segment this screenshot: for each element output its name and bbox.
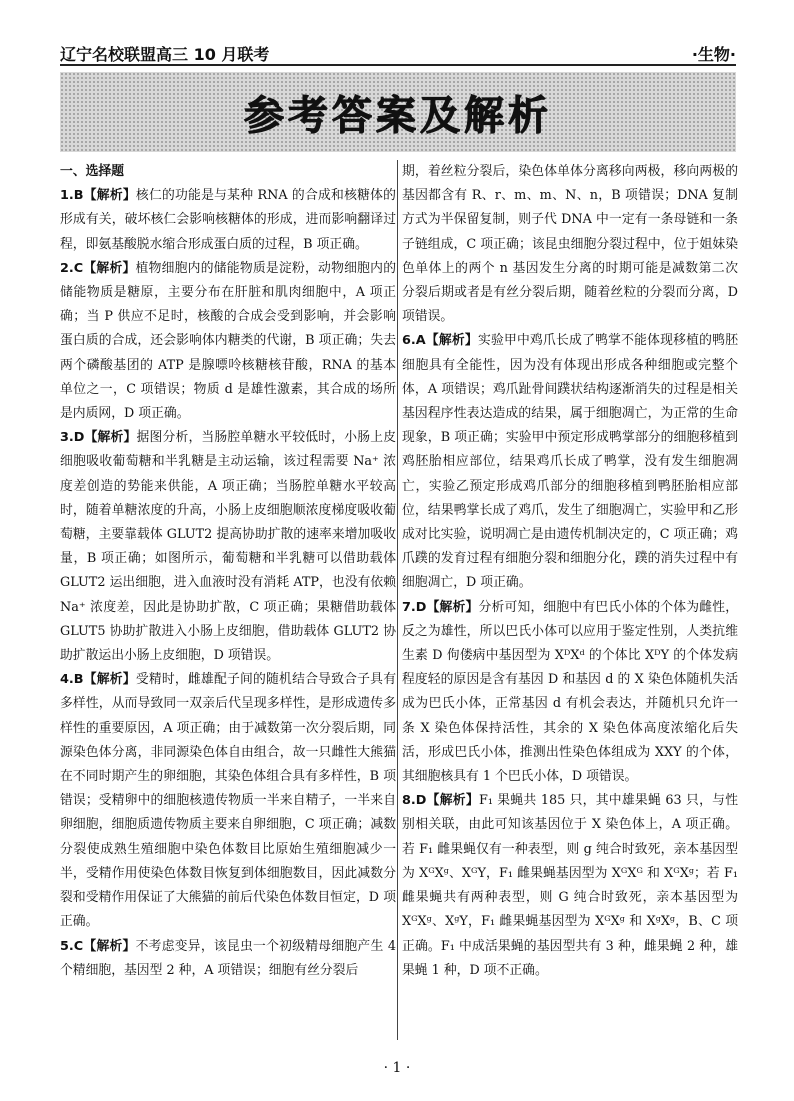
answer-label: 8.D【解析】 bbox=[402, 793, 479, 809]
answer-item bbox=[402, 789, 738, 983]
answer-item bbox=[402, 596, 738, 790]
answer-label: 5.C【解析】 bbox=[60, 938, 136, 954]
page-header bbox=[60, 40, 736, 66]
answer-item-continued bbox=[402, 160, 738, 329]
answer-text: 受精时，雌雄配子间的随机结合导致合子具有多样性，从而导致同一双亲后代呈现多样性，是形成遗传多样性的重要原因，A 项正确；由于减数第一次分裂后期，同源染色体分离，非同源染色体自由组合，故一只雌性大熊猫在不同时期产生的卵细胞，其染色体组合具有多样性，B 项错误；受精卵中的细胞核遗传物质一半来自精子，一半来自卵细胞，细胞质遗传物质主要来自卵细胞，C 项正确；减数分裂使成熟生殖细胞中染色体数目比原始生殖细胞减少一半，受精作用使染色体数目恢复到体细胞数目，因此减数分裂和受精作用保证了大熊猫的前后代染色体数目恒定，D 项正确。 bbox=[60, 672, 396, 930]
answer-item bbox=[60, 184, 396, 257]
answer-text: 实验甲中鸡爪长成了鸭掌不能体现移植的鸭胚细胞具有全能性，因为没有体现出形成各种细胞或完整个体，A 项错误；鸡爪趾骨间蹼状结构逐渐消失的过程是相关基因程序性表达造成的结果，属于细胞凋亡，为正常的生命现象，B 项正确；实验甲中预定形成鸭掌部分的细胞移植到鸡胚胎相应部位，结果鸡爪长成了鸭掌，没有发生细胞凋亡，实验乙预定形成鸡爪部分的细胞移植到鸭胚胎相应部位，结果鸭掌长成了鸡爪，发生了细胞凋亡，实验甲和乙形成对比实验，说明凋亡是由遗传机制决定的，C 项正确；鸡爪蹼的发育过程有细胞分裂和细胞分化，蹼的消失过程中有细胞凋亡，D 项正确。 bbox=[402, 333, 738, 591]
answer-text: 核仁的功能是与某种 RNA 的合成和核糖体的形成有关，破坏核仁会影响核糖体的形成，进而影响翻译过程，即氨基酸脱水缩合形成蛋白质的过程，B 项正确。 bbox=[60, 188, 396, 252]
answer-item bbox=[402, 329, 738, 595]
answer-item bbox=[60, 257, 396, 426]
exam-title: 辽宁名校联盟高三 10 月联考 bbox=[60, 45, 270, 64]
answer-item bbox=[60, 935, 396, 983]
answer-label: 2.C【解析】 bbox=[60, 260, 136, 276]
answer-label: 7.D【解析】 bbox=[402, 599, 479, 615]
answer-text: 植物细胞内的储能物质是淀粉，动物细胞内的储能物质是糖原，主要分布在肝脏和肌肉细胞中，A 项正确；当 P 供应不足时，核酸的合成会受到影响，并会影响蛋白质的合成，还会影响体内糖类的代谢，B 项正确；失去两个磷酸基团的 ATP 是腺嘌呤核糖核苷酸，RNA 的基本单位之一，C 项错误；物质 d 是雄性激素，其合成的场所是内质网，D 项正确。 bbox=[60, 260, 396, 422]
answer-item bbox=[60, 426, 396, 668]
answer-text: 不考虑变异，该昆虫一个初级精母细胞产生 4 个精细胞，基因型 2 种，A 项错误；细胞有丝分裂后 bbox=[60, 938, 396, 978]
answer-label: 3.D【解析】 bbox=[60, 430, 137, 446]
section-heading: 一、选择题 bbox=[60, 164, 124, 179]
answer-label: 4.B【解析】 bbox=[60, 672, 136, 688]
answer-label: 1.B【解析】 bbox=[60, 188, 136, 204]
column-divider bbox=[397, 160, 398, 1040]
answer-text: F₁ 果蝇共 185 只，其中雄果蝇 63 只，与性别相关联，由此可知该基因位于 X 染色体上，A 项正确。若 F₁ 雌果蝇仅有一种表型，则 g 纯合时致死，亲本基因型为 XᴳXᵍ、XᴳY，F₁ 雌果蝇基因型为 XᴳXᴳ 和 XᴳXᵍ；若 F₁ 雌果蝇共有两种表型，则 G 纯合时致死，亲本基因型为 XᴳXᵍ、XᵍY，F₁ 雌果蝇基因型为 XᴳXᵍ 和 XᵍXᵍ，B、C 项正确。F₁ 中成活果蝇的基因型共有 3 种，雌果蝇 2 种，雄果蝇 1 种，D 项不正确。 bbox=[402, 793, 738, 978]
answer-text: 期，着丝粒分裂后，染色体单体分离移向两极，移向两极的基因都含有 R、r、m、m、N、n，B 项错误；DNA 复制方式为半保留复制，则子代 DNA 中一定有一条母链和一条子链组成，C 项正确；该昆虫细胞分裂过程中，位于姐妹染色单体上的两个 n 基因发生分离的时期可能是减数第二次分裂后期或者是有丝分裂后期，随着丝粒的分裂而分离，D 项错误。 bbox=[402, 164, 738, 325]
answer-item bbox=[60, 668, 396, 934]
left-column bbox=[60, 160, 396, 1040]
right-column bbox=[402, 160, 738, 1040]
title-banner bbox=[60, 72, 736, 152]
answer-label: 6.A【解析】 bbox=[402, 333, 478, 349]
page-number: · 1 · bbox=[383, 1060, 411, 1076]
subject-label: ·生物· bbox=[691, 45, 736, 64]
answer-text: 据图分析，当肠腔单糖水平较低时，小肠上皮细胞吸收葡萄糖和半乳糖是主动运输，该过程需要 Na⁺ 浓度差创造的势能来供能，A 项正确；当肠腔单糖水平较高时，随着单糖浓度的升高，小肠上皮细胞顺浓度梯度吸收葡萄糖，主要靠载体 GLUT2 提高协助扩散的速率来增加吸收量，B 项正确；如图所示，葡萄糖和半乳糖可以借助载体 GLUT2 运出细胞，进入血液时没有消耗 ATP，也没有依赖 Na⁺ 浓度差，因此是协助扩散，C 项正确；果糖借助载体 GLUT5 协助扩散进入小肠上皮细胞，借助载体 GLUT2 协助扩散运出小肠上皮细胞，D 项错误。 bbox=[60, 430, 396, 664]
answer-text: 分析可知，细胞中有巴氏小体的个体为雌性，反之为雄性，所以巴氏小体可以应用于鉴定性别，人类抗维生素 D 佝偻病中基因型为 XᴰXᵈ 的个体比 XᴰY 的个体发病程度轻的原因是含有基因 D 和基因 d 的 X 染色体随机失活成为巴氏小体，正常基因 d 有机会表达，并随机只允许一条 X 染色体保持活性，其余的 X 染色体高度浓缩化后失活，形成巴氏小体，推测出性染色体组成为 XXY 的个体，其细胞核具有 1 个巴氏小体，D 项错误。 bbox=[402, 599, 738, 785]
banner-title: 参考答案及解析 bbox=[244, 92, 552, 139]
